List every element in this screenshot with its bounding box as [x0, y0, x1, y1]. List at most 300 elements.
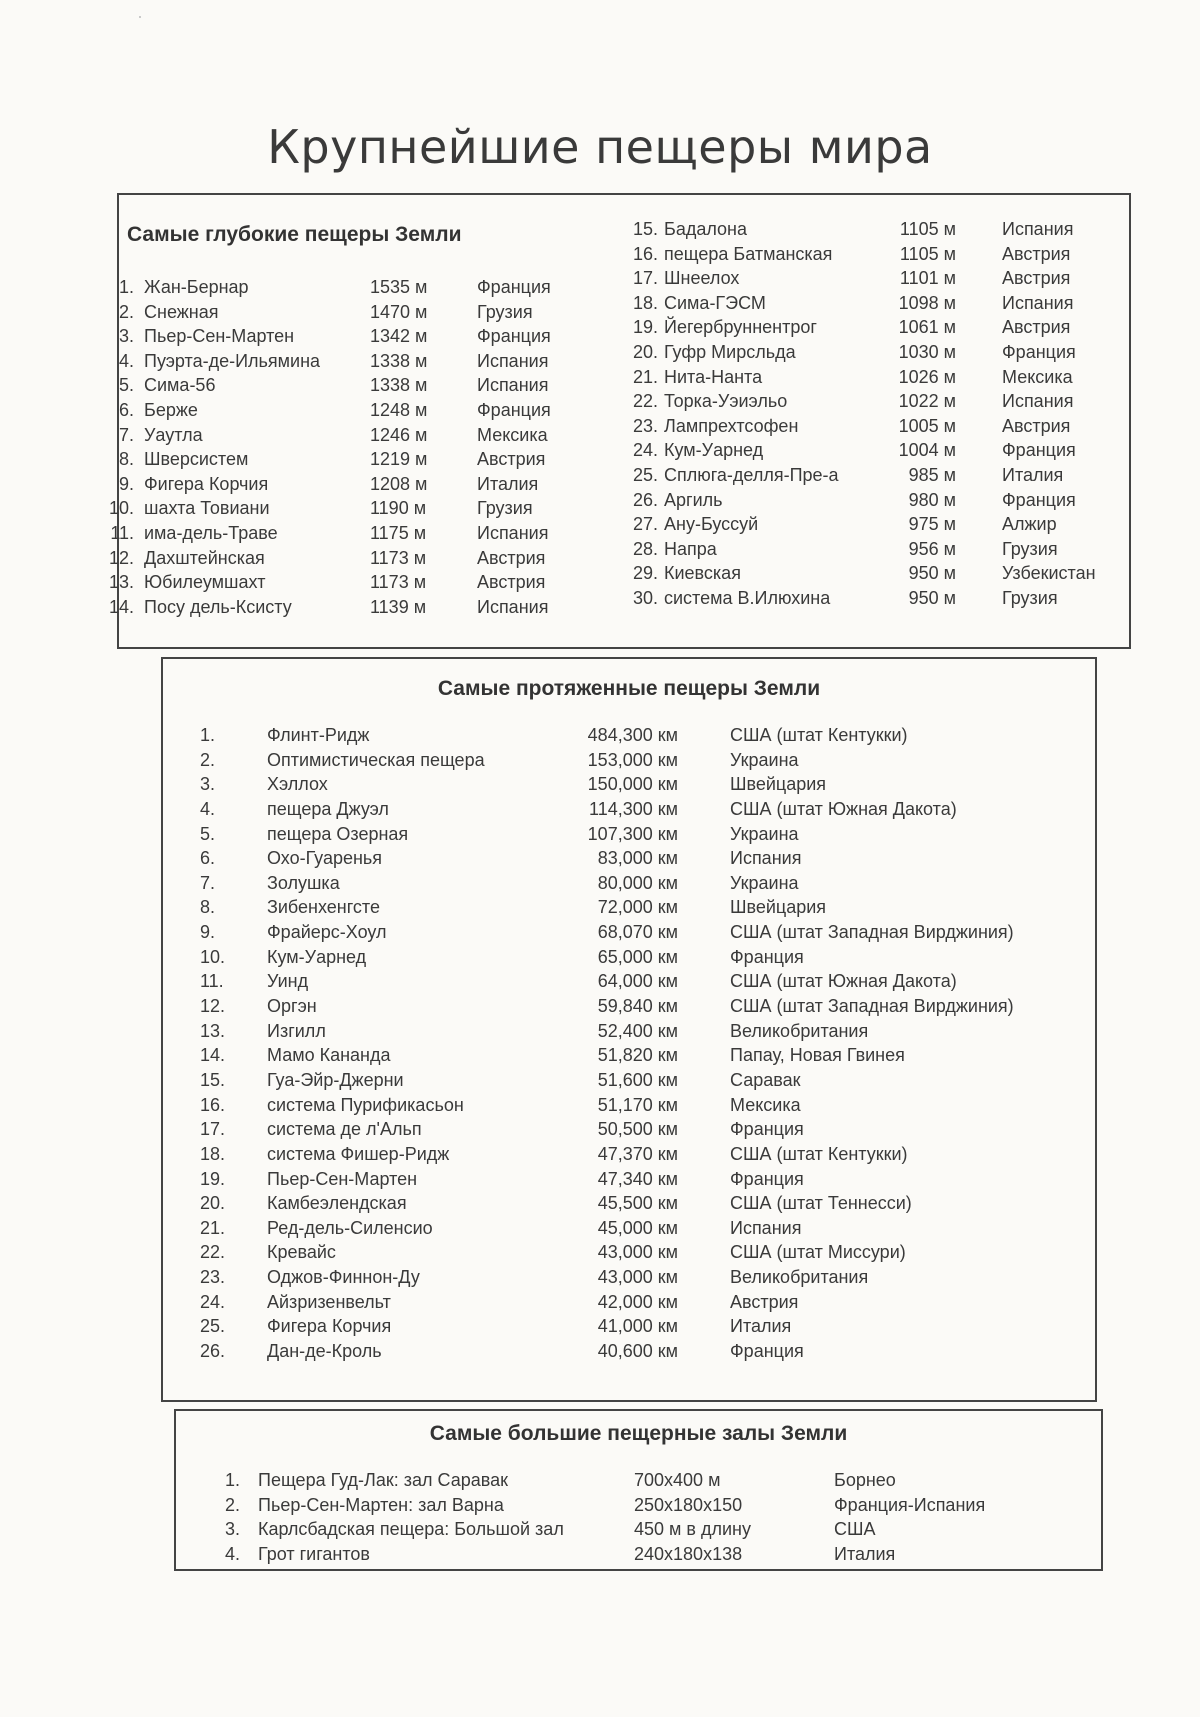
cave-depth: 950 м: [908, 563, 956, 584]
list-item: [624, 438, 1124, 463]
list-item: [200, 895, 1080, 920]
cave-name: Золушка: [267, 872, 340, 893]
cave-depth: 1004 м: [898, 440, 956, 461]
cave-name: Оргэн: [267, 996, 317, 1017]
rank-number: 14.: [200, 1045, 226, 1066]
rank-number: 16.: [200, 1094, 226, 1115]
cave-name: Камбеэлендская: [267, 1193, 407, 1214]
cave-name: система Фишер-Ридж: [267, 1143, 450, 1164]
cave-name: Шверсистем: [144, 449, 249, 470]
cave-country: США (штат Кентукки): [730, 725, 908, 745]
list-item: [200, 797, 1080, 822]
cave-depth: 1139 м: [370, 596, 427, 617]
hall-location: Франция-Испания: [834, 1494, 986, 1515]
list-item: [214, 1468, 1094, 1493]
list-item: [200, 1019, 1080, 1044]
cave-country: Великобритания: [730, 1020, 869, 1041]
cave-name: Посу дель-Ксисту: [144, 596, 292, 617]
cave-name: Бадалона: [664, 219, 748, 239]
list-item: [108, 546, 588, 571]
cave-country: Испания: [1002, 391, 1074, 412]
cave-country: Италия: [1002, 464, 1064, 485]
cave-name: Пьер-Сен-Мартен: [144, 326, 295, 347]
cave-name: Айзризенвельт: [267, 1291, 391, 1312]
cave-country: Австрия: [477, 449, 546, 470]
cave-country: Алжир: [1002, 514, 1057, 535]
cave-name: Сима-56: [144, 375, 216, 396]
cave-country: Папау, Новая Гвинея: [730, 1045, 905, 1066]
cave-country: Франция: [1002, 341, 1076, 362]
cave-name: Йегербруннентрог: [664, 317, 817, 338]
hall-location: Борнео: [834, 1470, 896, 1490]
list-item: [108, 275, 588, 300]
cave-depth: 1173 м: [370, 572, 427, 593]
cave-name: система Пурификасьон: [267, 1094, 464, 1115]
cave-country: Австрия: [730, 1291, 799, 1312]
rank-number: 20.: [200, 1193, 226, 1214]
cave-depth: 1190 м: [370, 498, 427, 519]
rank-number: 23.: [632, 415, 658, 436]
cave-country: Франция: [730, 946, 804, 967]
hall-name: Пещера Гуд-Лак: зал Саравак: [258, 1470, 508, 1490]
rank-number: 19.: [632, 317, 658, 338]
cave-length: 45,500 км: [597, 1193, 678, 1214]
list-item: [624, 389, 1124, 414]
rank-number: 3.: [118, 326, 134, 347]
rank-number: 24.: [200, 1291, 226, 1312]
rank-number: 17.: [200, 1119, 226, 1140]
cave-name: Ред-дель-Силенсио: [267, 1217, 433, 1238]
cave-name: пещера Батманская: [664, 243, 833, 264]
cave-name: система де л'Альп: [267, 1119, 422, 1140]
cave-length: 114,300 км: [589, 798, 678, 819]
rank-number: 21.: [632, 366, 658, 387]
rank-number: 28.: [632, 538, 658, 559]
list-item: [200, 1142, 1080, 1167]
cave-depth: 1342 м: [370, 326, 428, 347]
rank-number: 10.: [200, 946, 226, 967]
cave-name: Оптимистическая пещера: [267, 749, 485, 770]
rank-number: 8.: [118, 449, 134, 470]
cave-length: 47,370 км: [597, 1143, 678, 1164]
cave-country: США (штат Западная Вирджиния): [730, 996, 1014, 1017]
rank-number: 21.: [200, 1217, 226, 1238]
list-item: [108, 324, 588, 349]
cave-name: Пьер-Сен-Мартен: [267, 1168, 418, 1189]
list-item: [200, 723, 1080, 748]
list-item: [200, 969, 1080, 994]
list-item: [108, 423, 588, 448]
cave-country: Грузия: [477, 301, 533, 322]
list-item: [624, 463, 1124, 488]
cave-name: Сима-ГЭСМ: [664, 292, 766, 313]
rank-number: 11.: [110, 522, 134, 543]
cave-name: Мамо Кананда: [267, 1045, 391, 1066]
cave-length: 484,300 км: [587, 725, 678, 745]
rank-number: 26.: [200, 1341, 226, 1362]
longest-caves-list: [200, 723, 1080, 1364]
cave-depth: 1101 м: [899, 268, 956, 289]
list-item: [200, 1339, 1080, 1364]
cave-name: Фигера Корчия: [267, 1316, 392, 1337]
list-item: [200, 1117, 1080, 1142]
cave-country: США (штат Западная Вирджиния): [730, 922, 1014, 943]
cave-length: 51,600 км: [597, 1069, 678, 1090]
list-item: [200, 1265, 1080, 1290]
rank-number: 14.: [108, 596, 134, 617]
cave-country: США (штат Южная Дакота): [730, 798, 957, 819]
cave-depth: 975 м: [908, 514, 956, 535]
cave-country: Мексика: [477, 424, 548, 445]
cave-country: Франция: [730, 1168, 804, 1189]
cave-name: Киевская: [664, 563, 741, 584]
list-item: [214, 1493, 1094, 1518]
cave-country: Франция: [477, 399, 551, 420]
rank-number: 25.: [632, 464, 658, 485]
cave-length: 65,000 км: [597, 946, 678, 967]
cave-name: Берже: [144, 399, 198, 420]
cave-length: 47,340 км: [597, 1168, 678, 1189]
cave-length: 45,000 км: [597, 1217, 678, 1238]
cave-depth: 1338 м: [370, 350, 428, 371]
list-item: [108, 570, 588, 595]
rank-number: 20.: [632, 341, 658, 362]
list-item: [108, 472, 588, 497]
cave-name: има-дель-Траве: [144, 522, 278, 543]
list-item: [624, 365, 1124, 390]
rank-number: 4.: [118, 350, 134, 371]
cave-name: Пуэрта-де-Ильямина: [144, 350, 321, 371]
cave-name: Лампрехтсофен: [664, 415, 799, 436]
list-item: [108, 447, 588, 472]
cave-length: 51,170 км: [597, 1094, 678, 1115]
list-item: [200, 1290, 1080, 1315]
cave-depth: 1098 м: [898, 292, 956, 313]
hall-location: Италия: [834, 1543, 896, 1564]
cave-country: Мексика: [1002, 366, 1073, 387]
hall-name: Карлсбадская пещера: Большой зал: [258, 1519, 564, 1539]
cave-name: Уинд: [267, 971, 309, 992]
cave-name: Фрайерс-Хоул: [267, 922, 387, 943]
list-item: [624, 242, 1124, 267]
list-item: [200, 1167, 1080, 1192]
cave-depth: 1175 м: [370, 522, 427, 543]
rank-number: 15.: [632, 219, 658, 239]
cave-country: Испания: [730, 848, 802, 869]
cave-depth: 980 м: [908, 489, 956, 510]
cave-country: Франция: [477, 277, 551, 297]
rank-number: 3.: [200, 774, 216, 795]
deepest-caves-list-right: [624, 217, 1124, 611]
deepest-caves-heading: Самые глубокие пещеры Земли: [127, 223, 462, 246]
cave-country: Грузия: [1002, 538, 1058, 559]
cave-name: Фигера Корчия: [144, 473, 269, 494]
cave-depth: 956 м: [908, 538, 956, 559]
rank-number: 7.: [118, 424, 134, 445]
hall-name: Пьер-Сен-Мартен: зал Варна: [258, 1494, 504, 1515]
list-item: [108, 496, 588, 521]
cave-country: Франция: [730, 1341, 804, 1362]
cave-name: Сплюга-делля-Пре-а: [664, 464, 839, 485]
list-item: [200, 1216, 1080, 1241]
cave-country: Украина: [730, 872, 799, 893]
rank-number: 2.: [118, 301, 134, 322]
list-item: [624, 561, 1124, 586]
cave-name: Дахштейнская: [144, 547, 265, 568]
hall-size: 700х400 м: [634, 1470, 721, 1490]
cave-depth: 1005 м: [898, 415, 956, 436]
list-item: [214, 1517, 1094, 1542]
rank-number: 11.: [200, 971, 224, 992]
cave-depth: 1173 м: [370, 547, 427, 568]
cave-depth: 1338 м: [370, 375, 428, 396]
cave-country: США (штат Миссури): [730, 1242, 906, 1263]
rank-number: 9.: [200, 922, 216, 943]
cave-country: Грузия: [1002, 587, 1058, 608]
cave-name: пещера Джуэл: [267, 798, 389, 819]
cave-name: Оджов-Финнон-Ду: [267, 1267, 420, 1288]
cave-name: Зибенхенгсте: [267, 897, 380, 918]
cave-depth: 950 м: [908, 587, 956, 608]
list-item: [214, 1542, 1094, 1567]
cave-country: США (штат Южная Дакота): [730, 971, 957, 992]
cave-name: Гуа-Эйр-Джерни: [267, 1069, 404, 1090]
rank-number: 12.: [108, 547, 134, 568]
list-item: [200, 846, 1080, 871]
hall-size: 240х180х138: [634, 1543, 743, 1564]
cave-country: Украина: [730, 823, 799, 844]
cave-country: Италия: [477, 473, 539, 494]
cave-length: 43,000 км: [597, 1267, 678, 1288]
rank-number: 25.: [200, 1316, 226, 1337]
list-item: [624, 315, 1124, 340]
cave-country: Испания: [477, 522, 549, 543]
list-item: [108, 398, 588, 423]
list-item: [108, 373, 588, 398]
rank-number: 24.: [632, 440, 658, 461]
cave-name: Дан-де-Кроль: [267, 1341, 382, 1362]
rank-number: 29.: [632, 563, 658, 584]
rank-number: 16.: [632, 243, 658, 264]
list-item: [624, 340, 1124, 365]
cave-country: Мексика: [730, 1094, 801, 1115]
cave-name: Кревайс: [267, 1242, 336, 1263]
cave-country: Испания: [477, 596, 549, 617]
list-item: [624, 488, 1124, 513]
rank-number: 5.: [118, 375, 134, 396]
list-item: [624, 266, 1124, 291]
cave-country: Испания: [1002, 219, 1074, 239]
hall-size: 450 м в длину: [634, 1519, 751, 1539]
cave-country: Франция: [730, 1119, 804, 1140]
cave-name: Снежная: [144, 301, 219, 322]
rank-number: 13.: [108, 572, 134, 593]
rank-number: 26.: [632, 489, 658, 510]
list-item: [200, 822, 1080, 847]
largest-halls-list: [214, 1468, 1094, 1566]
cave-country: Швейцария: [730, 774, 827, 795]
cave-name: шахта Товиани: [144, 498, 270, 519]
cave-country: Саравак: [730, 1069, 801, 1090]
list-item: [200, 1068, 1080, 1093]
list-item: [108, 349, 588, 374]
cave-country: Австрия: [1002, 243, 1071, 264]
rank-number: 7.: [200, 872, 216, 893]
list-item: [200, 1191, 1080, 1216]
list-item: [624, 291, 1124, 316]
rank-number: 12.: [200, 996, 226, 1017]
cave-depth: 1105 м: [899, 219, 956, 239]
list-item: [624, 217, 1124, 242]
paper-speck: [139, 16, 141, 18]
cave-depth: 1022 м: [898, 391, 956, 412]
cave-name: Флинт-Ридж: [267, 725, 370, 745]
cave-country: Австрия: [1002, 268, 1071, 289]
cave-name: система В.Илюхина: [664, 587, 831, 608]
rank-number: 17.: [632, 268, 658, 289]
list-item: [108, 595, 588, 620]
cave-length: 107,300 км: [587, 823, 678, 844]
cave-name: Юбилеумшахт: [144, 572, 266, 593]
rank-number: 1.: [118, 277, 134, 297]
cave-depth: 1470 м: [370, 301, 428, 322]
cave-name: Аргиль: [664, 489, 723, 510]
cave-length: 59,840 км: [597, 996, 678, 1017]
list-item: [624, 414, 1124, 439]
list-item: [200, 920, 1080, 945]
rank-number: 13.: [200, 1020, 226, 1041]
cave-name: Хэллох: [267, 774, 328, 795]
page-title: Крупнейшие пещеры мира: [267, 120, 933, 174]
list-item: [108, 521, 588, 546]
cave-depth: 1219 м: [370, 449, 428, 470]
cave-length: 52,400 км: [597, 1020, 678, 1041]
longest-caves-heading: Самые протяженные пещеры Земли: [437, 677, 821, 700]
hall-location: США: [834, 1519, 876, 1539]
cave-depth: 1026 м: [898, 366, 956, 387]
rank-number: 15.: [200, 1069, 226, 1090]
rank-number: 19.: [200, 1168, 226, 1189]
list-item: [624, 586, 1124, 611]
hall-name: Грот гигантов: [258, 1543, 370, 1564]
list-item: [200, 945, 1080, 970]
cave-length: 40,600 км: [597, 1341, 678, 1362]
list-item: [624, 512, 1124, 537]
cave-name: Шнеелох: [664, 268, 740, 289]
cave-depth: 1105 м: [899, 243, 956, 264]
cave-name: Кум-Уарнед: [267, 946, 367, 967]
cave-country: Испания: [477, 375, 549, 396]
rank-number: 5.: [200, 823, 216, 844]
cave-country: США (штат Кентукки): [730, 1143, 908, 1164]
list-item: [108, 300, 588, 325]
cave-country: Швейцария: [730, 897, 827, 918]
cave-length: 41,000 км: [597, 1316, 678, 1337]
cave-length: 64,000 км: [597, 971, 678, 992]
rank-number: 30.: [632, 587, 658, 608]
cave-country: США (штат Теннесси): [730, 1193, 912, 1214]
cave-length: 83,000 км: [597, 848, 678, 869]
list-item: [200, 994, 1080, 1019]
cave-length: 153,000 км: [587, 749, 678, 770]
cave-country: Грузия: [477, 498, 533, 519]
cave-name: пещера Озерная: [267, 823, 409, 844]
rank-number: 2.: [224, 1494, 240, 1515]
rank-number: 1.: [224, 1470, 240, 1490]
list-item: [624, 537, 1124, 562]
cave-depth: 1061 м: [898, 317, 956, 338]
cave-name: Нита-Нанта: [664, 366, 763, 387]
cave-country: Франция: [477, 326, 551, 347]
rank-number: 4.: [200, 798, 216, 819]
cave-depth: 1030 м: [898, 341, 956, 362]
cave-country: Украина: [730, 749, 799, 770]
rank-number: 18.: [632, 292, 658, 313]
deepest-caves-list-left: [108, 275, 588, 619]
rank-number: 27.: [632, 514, 658, 535]
rank-number: 18.: [200, 1143, 226, 1164]
rank-number: 22.: [632, 391, 658, 412]
rank-number: 4.: [224, 1543, 240, 1564]
rank-number: 3.: [224, 1519, 240, 1539]
cave-country: Австрия: [477, 547, 546, 568]
hall-size: 250х180х150: [634, 1494, 743, 1515]
cave-length: 50,500 км: [597, 1119, 678, 1140]
cave-country: Австрия: [477, 572, 546, 593]
list-item: [200, 748, 1080, 773]
cave-name: Ану-Буссуй: [664, 514, 759, 535]
cave-country: Австрия: [1002, 317, 1071, 338]
cave-country: Австрия: [1002, 415, 1071, 436]
cave-country: Франция: [1002, 440, 1076, 461]
cave-country: Италия: [730, 1316, 792, 1337]
list-item: [200, 772, 1080, 797]
cave-name: Кум-Уарнед: [664, 440, 764, 461]
cave-name: Напра: [664, 538, 717, 559]
cave-depth: 1208 м: [370, 473, 428, 494]
cave-country: Испания: [1002, 292, 1074, 313]
cave-country: Узбекистан: [1002, 563, 1096, 584]
cave-name: Гуфр Мирсльда: [664, 341, 796, 362]
cave-country: Франция: [1002, 489, 1076, 510]
list-item: [200, 1043, 1080, 1068]
cave-depth: 1248 м: [370, 399, 428, 420]
rank-number: 9.: [118, 473, 134, 494]
cave-depth: 985 м: [908, 464, 956, 485]
cave-name: Уаутла: [144, 424, 203, 445]
cave-length: 42,000 км: [597, 1291, 678, 1312]
cave-country: Испания: [730, 1217, 802, 1238]
rank-number: 6.: [118, 399, 134, 420]
rank-number: 6.: [200, 848, 216, 869]
cave-country: Испания: [477, 350, 549, 371]
cave-name: Изгилл: [267, 1020, 326, 1041]
rank-number: 8.: [200, 897, 216, 918]
cave-name: Охо-Гуаренья: [267, 848, 383, 869]
cave-length: 68,070 км: [597, 922, 678, 943]
rank-number: 22.: [200, 1242, 226, 1263]
rank-number: 23.: [200, 1267, 226, 1288]
cave-length: 150,000 км: [587, 774, 678, 795]
list-item: [200, 1240, 1080, 1265]
cave-length: 43,000 км: [597, 1242, 678, 1263]
cave-length: 51,820 км: [597, 1045, 678, 1066]
largest-halls-heading: Самые большие пещерные залы Земли: [429, 1422, 848, 1445]
cave-country: Великобритания: [730, 1267, 869, 1288]
cave-name: Жан-Бернар: [144, 277, 249, 297]
list-item: [200, 871, 1080, 896]
rank-number: 1.: [200, 725, 216, 745]
